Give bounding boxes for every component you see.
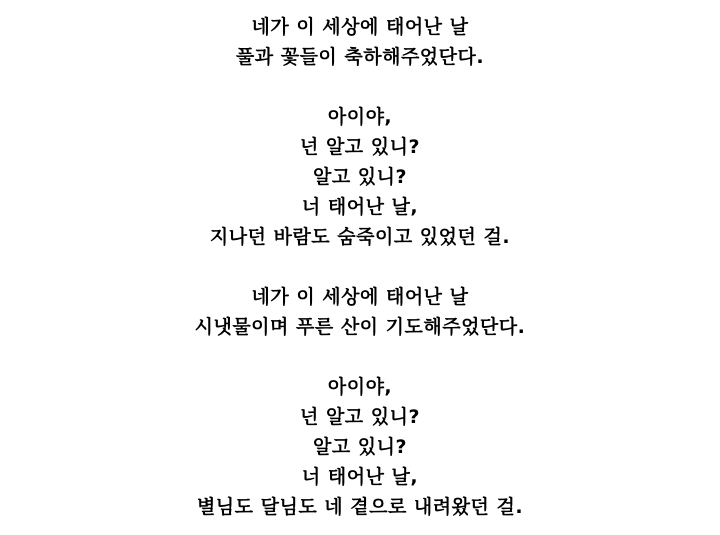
poem-line: 네가 이 세상에 태어난 날 (251, 286, 469, 308)
stanza-1 (0, 12, 720, 72)
poem-line: 넌 알고 있니? (299, 406, 421, 428)
stanza-3 (0, 282, 720, 342)
stanza-2 (0, 102, 720, 252)
stanza-4 (0, 372, 720, 522)
poem-line: 알고 있니? (312, 436, 408, 458)
poem-line: 아이야, (327, 106, 393, 128)
poem-line: 시냇물이며 푸른 산이 기도해주었단다. (194, 316, 526, 338)
poem-line: 풀과 꽃들이 축하해주었단다. (235, 46, 485, 68)
poem-line: 아이야, (327, 376, 393, 398)
poem-line: 알고 있니? (312, 166, 408, 188)
poem-line: 넌 알고 있니? (299, 136, 421, 158)
poem-line: 지나던 바람도 숨죽이고 있었던 걸. (209, 226, 511, 248)
poem-line: 너 태어난 날, (301, 466, 419, 488)
poem (0, 12, 720, 522)
poem-line: 네가 이 세상에 태어난 날 (251, 16, 469, 38)
poem-line: 너 태어난 날, (301, 196, 419, 218)
poem-line: 별님도 달님도 네 곁으로 내려왔던 걸. (196, 496, 524, 518)
